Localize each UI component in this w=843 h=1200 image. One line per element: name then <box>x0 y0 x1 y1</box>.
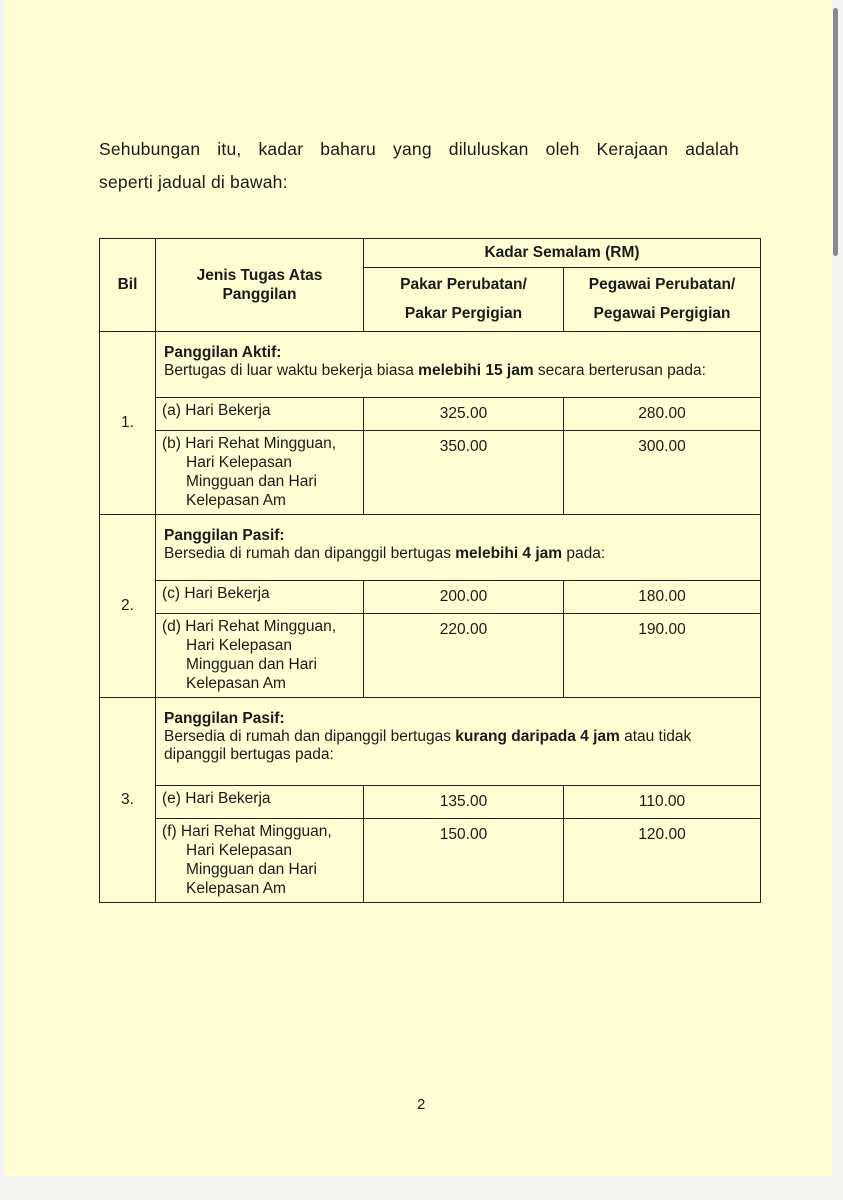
header-bil: Bil <box>100 239 156 332</box>
section-description: Bertugas di luar waktu bekerja biasa melebihi 15 jam secara berterusan pada: <box>164 362 706 379</box>
rate-pegawai: 120.00 <box>564 819 761 903</box>
section-description: Bersedia di rumah dan dipanggil bertugas kurang daripada 4 jam atau tidak dipanggil bertugas pada: <box>164 728 692 763</box>
rate-pakar: 135.00 <box>364 786 564 819</box>
rate-category: (c) Hari Bekerja <box>156 581 364 614</box>
header-pakar: Pakar Perubatan/ Pakar Pergigian <box>364 268 564 332</box>
rates-table <box>99 238 761 903</box>
section-heading <box>156 698 761 786</box>
rate-category: (a) Hari Bekerja <box>156 398 364 431</box>
rate-pakar: 220.00 <box>364 614 564 698</box>
section-title: Panggilan Pasif: <box>164 527 285 544</box>
section-title: Panggilan Pasif: <box>164 710 285 727</box>
section-description: Bersedia di rumah dan dipanggil bertugas melebihi 4 jam pada: <box>164 545 606 562</box>
intro-paragraph <box>99 133 739 199</box>
rate-category: (e) Hari Bekerja <box>156 786 364 819</box>
row-bil: 3. <box>100 698 156 903</box>
rate-pakar: 200.00 <box>364 581 564 614</box>
rate-pegawai: 300.00 <box>564 431 761 515</box>
rate-pegawai: 190.00 <box>564 614 761 698</box>
rate-pegawai: 280.00 <box>564 398 761 431</box>
scrollbar[interactable] <box>833 8 838 256</box>
intro-line-2: seperti jadual di bawah: <box>99 172 288 192</box>
rate-category: (d) Hari Rehat Mingguan, Hari Kelepasan Mingguan dan Hari Kelepasan Am <box>156 614 364 698</box>
intro-line-1: Sehubungan itu, kadar baharu yang diluluskan oleh Kerajaan adalah <box>99 139 739 159</box>
section-title: Panggilan Aktif: <box>164 344 282 361</box>
row-bil: 1. <box>100 332 156 515</box>
row-bil: 2. <box>100 515 156 698</box>
header-kadar-semalam: Kadar Semalam (RM) <box>364 239 761 268</box>
section-heading <box>156 515 761 581</box>
rate-pegawai: 180.00 <box>564 581 761 614</box>
header-jenis-tugas: Jenis Tugas Atas Panggilan <box>156 239 364 332</box>
rate-pakar: 350.00 <box>364 431 564 515</box>
rate-pegawai: 110.00 <box>564 786 761 819</box>
rate-category: (b) Hari Rehat Mingguan, Hari Kelepasan Mingguan dan Hari Kelepasan Am <box>156 431 364 515</box>
section-heading <box>156 332 761 398</box>
rate-pakar: 150.00 <box>364 819 564 903</box>
document-page <box>4 0 832 1176</box>
page-number: 2 <box>417 1096 426 1113</box>
rate-pakar: 325.00 <box>364 398 564 431</box>
rate-category: (f) Hari Rehat Mingguan, Hari Kelepasan Mingguan dan Hari Kelepasan Am <box>156 819 364 903</box>
header-pegawai: Pegawai Perubatan/ Pegawai Pergigian <box>564 268 761 332</box>
